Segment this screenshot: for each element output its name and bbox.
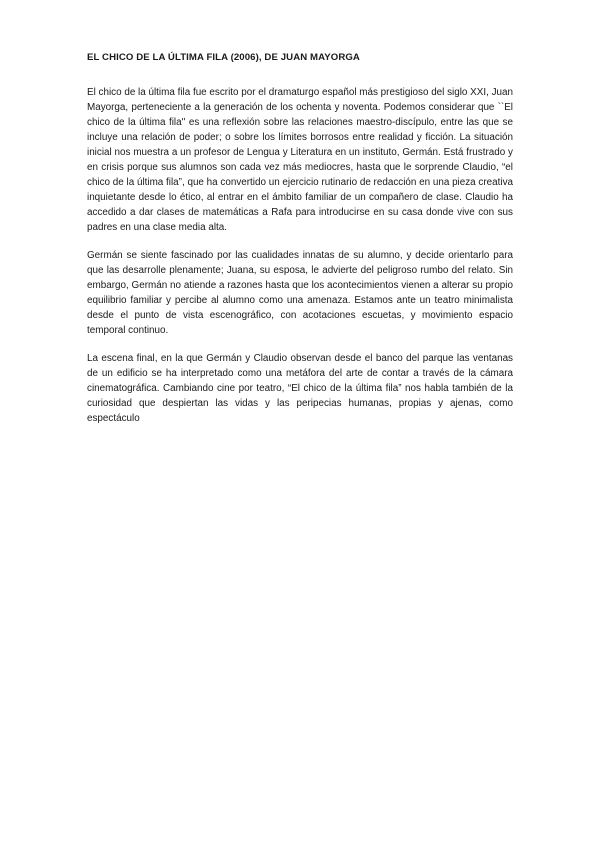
paragraph-2: Germán se siente fascinado por las cualidades innatas de su alumno, y decide orientarlo para que las desarrolle plenamente; Juana, su esposa, le advierte del peligroso rumbo del relato. Sin embargo, Germán no atiende a razones hasta que los acontecimientos vienen a alterar su propio equilibrio familiar y percibe al alumno como una amenaza. Estamos ante un teatro minimalista desde el punto de vista escenográfico, con acotaciones escuetas, y movimiento espacio temporal continuo.: [87, 250, 513, 336]
paragraph-3: La escena final, en la que Germán y Claudio observan desde el banco del parque las ventanas de un edificio se ha interpretado como una metáfora del arte de contar a través de la cámara cinematográfica. Cambiando cine por teatro, “El chico de la última fila” nos habla también de la curiosidad que despiertan las vidas y las peripecias humanas, propias y ajenas, como espectáculo: [87, 353, 513, 424]
paragraph-1: El chico de la última fila fue escrito por el dramaturgo español más prestigioso del siglo XXI, Juan Mayorga, perteneciente a la generación de los ochenta y noventa. Podemos considerar que ``El chico de la última fila'' es una reflexión sobre las relaciones maestro-discípulo, entre las que se incluye una relación de poder; o sobre los límites borrosos entre realidad y ficción. La situación inicial nos muestra a un profesor de Lengua y Literatura en un instituto, Germán. Está frustrado y en crisis porque sus alumnos son cada vez más mediocres, hasta que le sorprende Claudio, “el chico de la última fila”, que ha convertido un ejercicio rutinario de redacción en una pieza creativa inquietante desde lo ético, al entrar en el ámbito familiar de un compañero de clase. Claudio ha accedido a dar clases de matemáticas a Rafa para introducirse en su casa donde vive con sus padres en una clase media alta.: [87, 87, 513, 233]
document-title: EL CHICO DE LA ÚLTIMA FILA (2006), DE JUAN MAYORGA: [87, 52, 360, 63]
document-body: [87, 52, 513, 439]
